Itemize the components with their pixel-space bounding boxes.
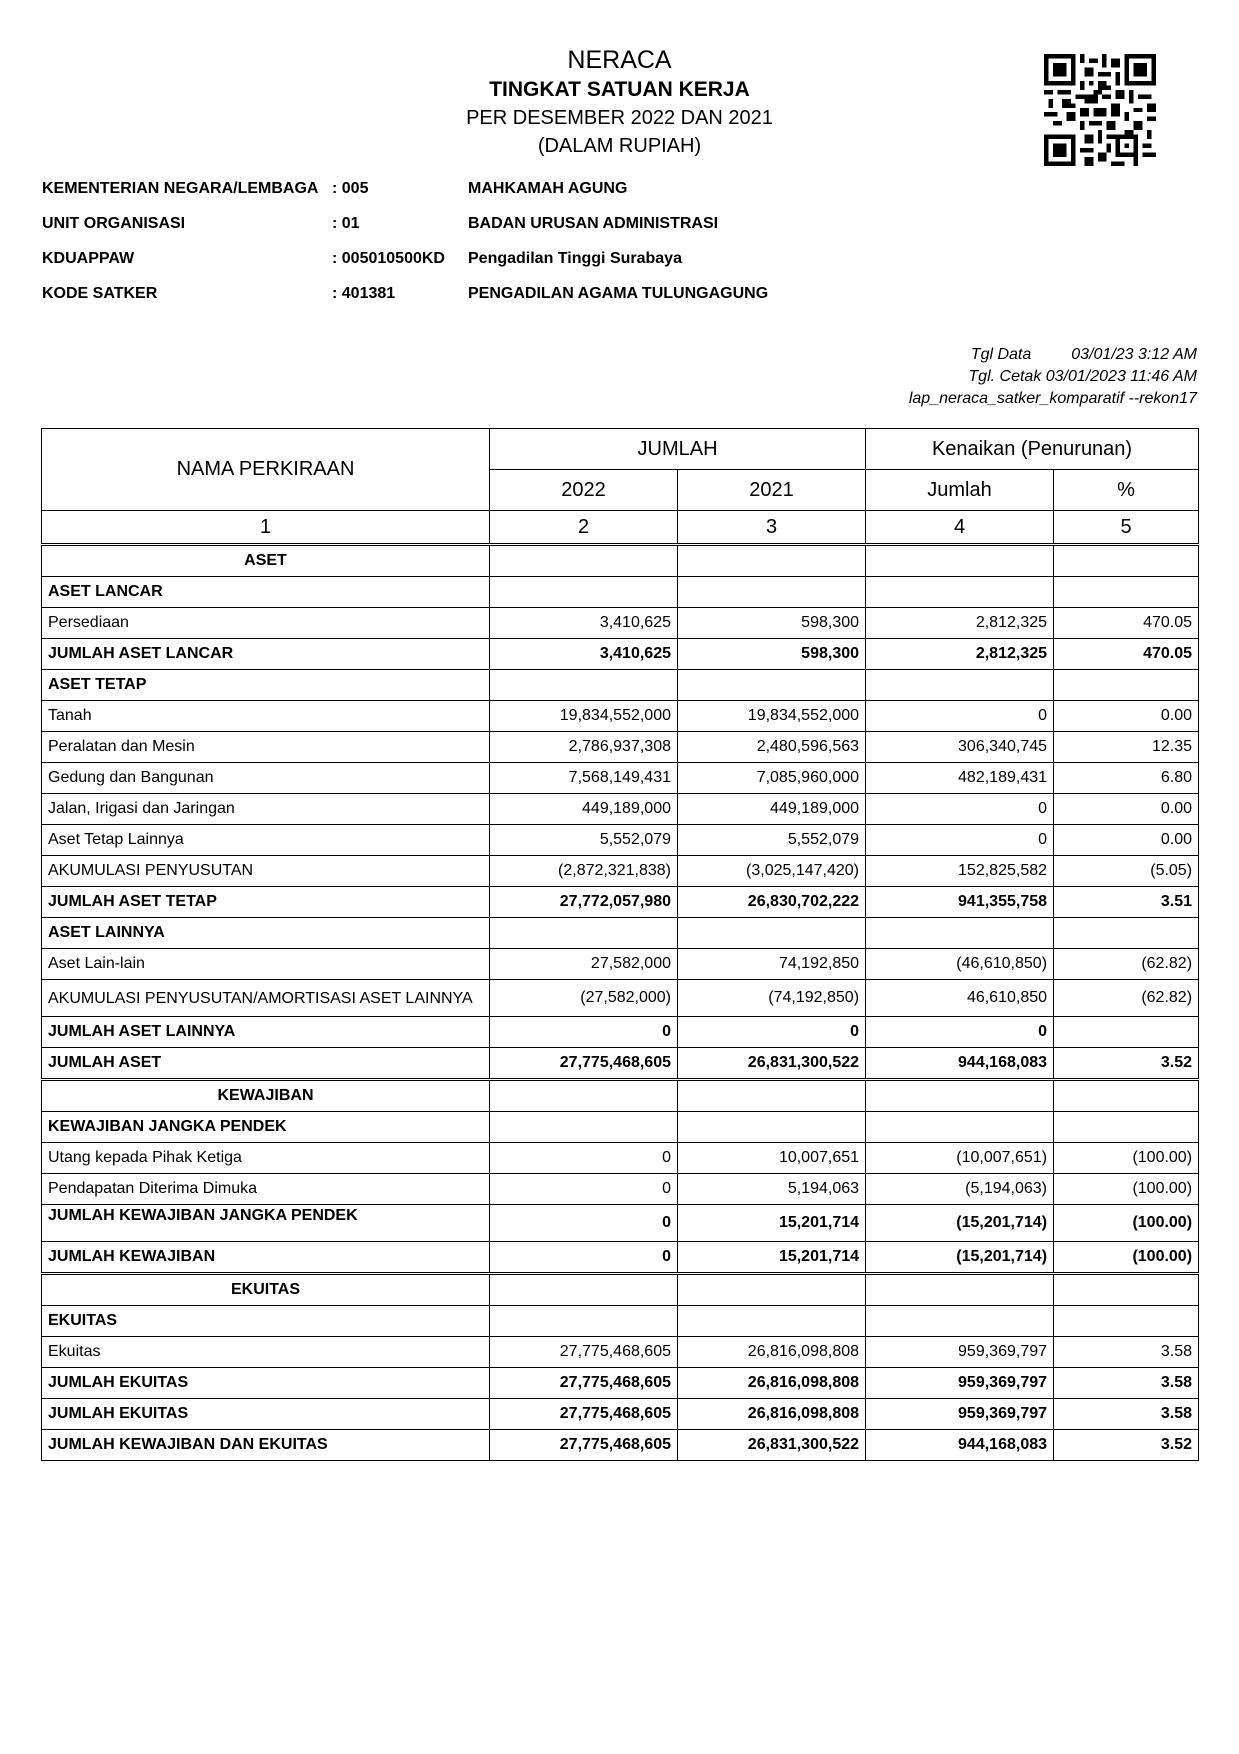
- total-label: JUMLAH ASET LANCAR: [42, 639, 490, 670]
- info-code: : 005: [332, 180, 369, 197]
- table-row: [42, 1143, 1199, 1174]
- value-2021: 598,300: [678, 639, 866, 670]
- group-label: EKUITAS: [42, 1306, 490, 1337]
- value-2022: 27,775,468,605: [490, 1048, 678, 1080]
- section-row-ekuitas: [42, 1274, 1199, 1306]
- info-code: : 005010500KD: [332, 250, 445, 267]
- total-label: JUMLAH ASET TETAP: [42, 887, 490, 918]
- value-change: 46,610,850: [866, 980, 1054, 1017]
- report-subtitle: TINGKAT SATUAN KERJA: [489, 78, 750, 101]
- value-2021: 7,085,960,000: [678, 763, 866, 794]
- value-change: (15,201,714): [866, 1205, 1054, 1242]
- group-row: [42, 1112, 1199, 1143]
- value-change: 959,369,797: [866, 1337, 1054, 1368]
- value-2022: 2,786,937,308: [490, 732, 678, 763]
- value-2021: (3,025,147,420): [678, 856, 866, 887]
- value-change: 152,825,582: [866, 856, 1054, 887]
- value-change: (15,201,714): [866, 1242, 1054, 1274]
- table-row: [42, 949, 1199, 980]
- group-label: ASET LAINNYA: [42, 918, 490, 949]
- value-2022: 0: [490, 1174, 678, 1205]
- total-row: [42, 1205, 1199, 1242]
- print-metadata: [909, 344, 1197, 410]
- value-pct: 3.58: [1054, 1399, 1199, 1430]
- group-row: [42, 918, 1199, 949]
- balance-sheet-table: [41, 428, 1199, 1461]
- value-2022: (27,582,000): [490, 980, 678, 1017]
- header-pct: %: [1054, 470, 1199, 511]
- table-row: [42, 1337, 1199, 1368]
- value-2021: 26,831,300,522: [678, 1048, 866, 1080]
- info-row-satker: [42, 285, 942, 320]
- value-2021: 5,194,063: [678, 1174, 866, 1205]
- header-nama: NAMA PERKIRAAN: [42, 429, 490, 511]
- table-row: [42, 763, 1199, 794]
- section-row-kewajiban: [42, 1080, 1199, 1112]
- header-2022: 2022: [490, 470, 678, 511]
- info-label: KODE SATKER: [42, 285, 158, 302]
- value-pct: 6.80: [1054, 763, 1199, 794]
- total-row: [42, 1017, 1199, 1048]
- info-code: : 01: [332, 215, 360, 232]
- info-name: PENGADILAN AGAMA TULUNGAGUNG: [468, 285, 769, 302]
- value-2022: 0: [490, 1205, 678, 1242]
- report-currency: (DALAM RUPIAH): [537, 135, 702, 157]
- table-row: [42, 980, 1199, 1017]
- value-pct: 0.00: [1054, 794, 1199, 825]
- report-title: NERACA: [567, 46, 672, 74]
- value-2022: 0: [490, 1017, 678, 1048]
- value-change: 959,369,797: [866, 1399, 1054, 1430]
- section-label: KEWAJIBAN: [42, 1080, 490, 1112]
- group-row: [42, 577, 1199, 608]
- value-2021: (74,192,850): [678, 980, 866, 1017]
- section-row-aset: [42, 545, 1199, 577]
- value-pct: 12.35: [1054, 732, 1199, 763]
- value-change: 0: [866, 825, 1054, 856]
- value-pct: 3.58: [1054, 1337, 1199, 1368]
- section-label: ASET: [42, 545, 490, 577]
- value-2022: 449,189,000: [490, 794, 678, 825]
- value-2021: 5,552,079: [678, 825, 866, 856]
- tgl-cetak: Tgl. Cetak 03/01/2023 11:46 AM: [968, 368, 1197, 385]
- value-2022: 27,775,468,605: [490, 1430, 678, 1461]
- account-name: Aset Tetap Lainnya: [42, 825, 490, 856]
- value-pct: (62.82): [1054, 949, 1199, 980]
- col-number: 2: [490, 511, 678, 545]
- value-change: 0: [866, 794, 1054, 825]
- info-label: KDUAPPAW: [42, 250, 135, 267]
- account-name: AKUMULASI PENYUSUTAN: [42, 856, 490, 887]
- value-pct: 0.00: [1054, 701, 1199, 732]
- value-2022: 5,552,079: [490, 825, 678, 856]
- value-2022: 27,775,468,605: [490, 1337, 678, 1368]
- info-code: : 401381: [332, 285, 396, 302]
- total-label: JUMLAH ASET LAINNYA: [42, 1017, 490, 1048]
- value-pct: 0.00: [1054, 825, 1199, 856]
- total-label: JUMLAH KEWAJIBAN: [42, 1242, 490, 1274]
- value-change: 306,340,745: [866, 732, 1054, 763]
- group-row: [42, 670, 1199, 701]
- value-2021: 26,830,702,222: [678, 887, 866, 918]
- account-name: Pendapatan Diterima Dimuka: [42, 1174, 490, 1205]
- value-2021: 26,816,098,808: [678, 1337, 866, 1368]
- header-jumlah-sub: Jumlah: [866, 470, 1054, 511]
- value-pct: (5.05): [1054, 856, 1199, 887]
- value-2022: 3,410,625: [490, 608, 678, 639]
- report-period: PER DESEMBER 2022 DAN 2021: [466, 107, 773, 129]
- value-2022: (2,872,321,838): [490, 856, 678, 887]
- value-change: (5,194,063): [866, 1174, 1054, 1205]
- col-number: 1: [42, 511, 490, 545]
- value-2022: 27,582,000: [490, 949, 678, 980]
- value-change: (10,007,651): [866, 1143, 1054, 1174]
- account-name: AKUMULASI PENYUSUTAN/AMORTISASI ASET LAINNYA: [42, 980, 490, 1017]
- table-row: [42, 794, 1199, 825]
- value-2021: 15,201,714: [678, 1242, 866, 1274]
- account-name: Peralatan dan Mesin: [42, 732, 490, 763]
- value-pct: 3.51: [1054, 887, 1199, 918]
- value-pct: [1054, 1017, 1199, 1048]
- value-2021: 598,300: [678, 608, 866, 639]
- section-label: EKUITAS: [42, 1274, 490, 1306]
- value-change: 941,355,758: [866, 887, 1054, 918]
- total-row: [42, 1399, 1199, 1430]
- info-name: Pengadilan Tinggi Surabaya: [468, 250, 682, 267]
- value-2021: 26,816,098,808: [678, 1368, 866, 1399]
- total-row: [42, 1048, 1199, 1080]
- total-row: [42, 1242, 1199, 1274]
- account-name: Aset Lain-lain: [42, 949, 490, 980]
- value-pct: 3.58: [1054, 1368, 1199, 1399]
- value-2022: 7,568,149,431: [490, 763, 678, 794]
- value-pct: (62.82): [1054, 980, 1199, 1017]
- value-2021: 10,007,651: [678, 1143, 866, 1174]
- header-2021: 2021: [678, 470, 866, 511]
- value-2021: 449,189,000: [678, 794, 866, 825]
- total-label: JUMLAH EKUITAS: [42, 1368, 490, 1399]
- value-2021: 19,834,552,000: [678, 701, 866, 732]
- header-kenaikan: Kenaikan (Penurunan): [866, 429, 1199, 470]
- account-name: Gedung dan Bangunan: [42, 763, 490, 794]
- group-label: ASET LANCAR: [42, 577, 490, 608]
- value-change: 2,812,325: [866, 608, 1054, 639]
- total-row: [42, 887, 1199, 918]
- value-2021: 26,831,300,522: [678, 1430, 866, 1461]
- info-name: MAHKAMAH AGUNG: [468, 180, 628, 197]
- info-label: UNIT ORGANISASI: [42, 215, 186, 232]
- report-id: lap_neraca_satker_komparatif --rekon17: [908, 390, 1197, 407]
- value-pct: (100.00): [1054, 1205, 1199, 1242]
- value-2021: 0: [678, 1017, 866, 1048]
- table-row: [42, 701, 1199, 732]
- value-2022: 27,775,468,605: [490, 1399, 678, 1430]
- total-label: JUMLAH KEWAJIBAN DAN EKUITAS: [42, 1430, 490, 1461]
- value-2022: 0: [490, 1143, 678, 1174]
- value-2022: 27,775,468,605: [490, 1368, 678, 1399]
- total-row: [42, 1368, 1199, 1399]
- col-number: 3: [678, 511, 866, 545]
- group-row: [42, 1306, 1199, 1337]
- value-2021: 74,192,850: [678, 949, 866, 980]
- value-2022: 0: [490, 1242, 678, 1274]
- account-name: Jalan, Irigasi dan Jaringan: [42, 794, 490, 825]
- total-label: JUMLAH KEWAJIBAN JANGKA PENDEK: [42, 1205, 490, 1242]
- value-2021: 26,816,098,808: [678, 1399, 866, 1430]
- total-row: [42, 639, 1199, 670]
- total-label: JUMLAH ASET: [42, 1048, 490, 1080]
- header-jumlah: JUMLAH: [490, 429, 866, 470]
- grand-total-row: [42, 1430, 1199, 1461]
- value-pct: 470.05: [1054, 608, 1199, 639]
- info-row-unit: [42, 215, 942, 250]
- value-pct: (100.00): [1054, 1143, 1199, 1174]
- value-change: 2,812,325: [866, 639, 1054, 670]
- info-label: KEMENTERIAN NEGARA/LEMBAGA: [42, 180, 319, 197]
- value-change: 0: [866, 701, 1054, 732]
- table-row: [42, 825, 1199, 856]
- value-2022: 19,834,552,000: [490, 701, 678, 732]
- info-row-kementerian: [42, 180, 942, 215]
- value-change: 0: [866, 1017, 1054, 1048]
- value-2021: 15,201,714: [678, 1205, 866, 1242]
- col-number: 4: [866, 511, 1054, 545]
- total-label: JUMLAH EKUITAS: [42, 1399, 490, 1430]
- info-row-kduappaw: [42, 250, 942, 285]
- value-2022: 3,410,625: [490, 639, 678, 670]
- table-row: [42, 1174, 1199, 1205]
- account-name: Ekuitas: [42, 1337, 490, 1368]
- value-change: 944,168,083: [866, 1048, 1054, 1080]
- info-name: BADAN URUSAN ADMINISTRASI: [468, 215, 719, 232]
- value-change: (46,610,850): [866, 949, 1054, 980]
- table-row: [42, 856, 1199, 887]
- account-name: Utang kepada Pihak Ketiga: [42, 1143, 490, 1174]
- value-pct: 3.52: [1054, 1048, 1199, 1080]
- group-label: KEWAJIBAN JANGKA PENDEK: [42, 1112, 490, 1143]
- table-row: [42, 732, 1199, 763]
- value-pct: 3.52: [1054, 1430, 1199, 1461]
- value-pct: (100.00): [1054, 1242, 1199, 1274]
- entity-info: [42, 180, 942, 320]
- value-change: 482,189,431: [866, 763, 1054, 794]
- qr-code-icon: [1044, 54, 1156, 166]
- value-pct: 470.05: [1054, 639, 1199, 670]
- account-name: Persediaan: [42, 608, 490, 639]
- value-2021: 2,480,596,563: [678, 732, 866, 763]
- value-pct: (100.00): [1054, 1174, 1199, 1205]
- value-2022: 27,772,057,980: [490, 887, 678, 918]
- value-change: 944,168,083: [866, 1430, 1054, 1461]
- table-row: [42, 608, 1199, 639]
- group-label: ASET TETAP: [42, 670, 490, 701]
- tgl-data: Tgl Data 03/01/23 3:12 AM: [970, 346, 1197, 363]
- value-change: 959,369,797: [866, 1368, 1054, 1399]
- account-name: Tanah: [42, 701, 490, 732]
- col-number: 5: [1054, 511, 1199, 545]
